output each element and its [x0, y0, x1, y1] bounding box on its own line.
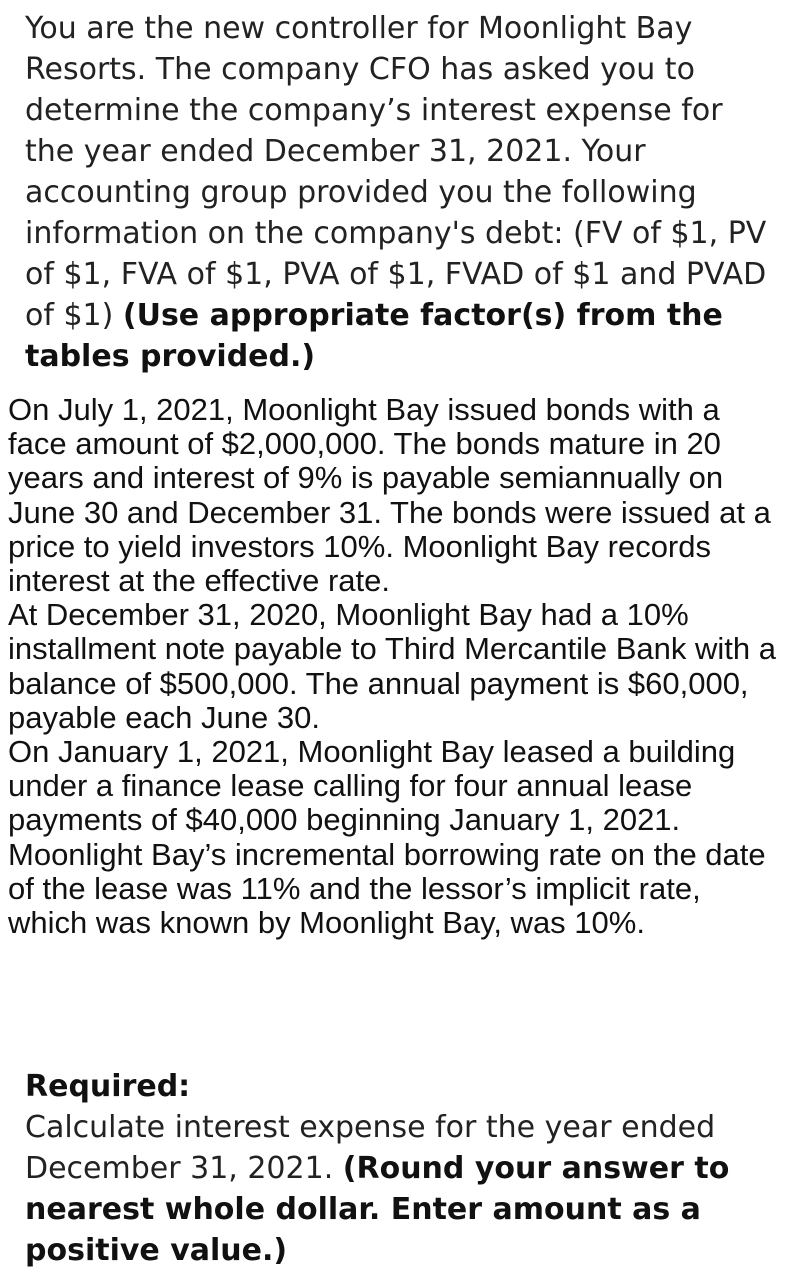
debt-scenario — [8, 393, 783, 940]
required-section — [25, 1066, 775, 1271]
question-intro — [25, 8, 775, 377]
required-text: Calculate interest expense for the year ended December 31, 2021. — [25, 1110, 716, 1186]
installment-note-paragraph: At December 31, 2020, Moonlight Bay had a 10% installment note payable to Third Mercantile Bank with a balance of $500,000. The annual payment is $60,000, payable each June 30. — [8, 597, 776, 735]
intro-text: You are the new controller for Moonlight Bay Resorts. The company CFO has asked you to determine the company’s interest expense for the year ended December 31, 2021. Your accounting group provided you the following information on the company's debt: (FV of $1, PV of $1, FVA of $1, PVA of $1, FVAD of $1 and PVAD of $1) — [25, 11, 767, 333]
required-instruction: (Round your answer to nearest whole dollar. Enter amount as a positive value.) — [25, 1151, 730, 1268]
required-heading: Required: — [25, 1069, 191, 1104]
lease-paragraph: On January 1, 2021, Moonlight Bay leased a building under a finance lease calling for four annual lease payments of $40,000 beginning January 1, 2021. Moonlight Bay’s incremental borrowing rate on the date of the lease was 11% and the lessor’s implicit rate, which was known by Moonlight Bay, was 10%. — [8, 734, 766, 941]
bonds-paragraph: On July 1, 2021, Moonlight Bay issued bonds with a face amount of $2,000,000. The bonds mature in 20 years and interest of 9% is payable semiannually on June 30 and December 31. The bonds were issued at a price to yield investors 10%. Moonlight Bay records interest at the effective rate. — [8, 392, 771, 599]
intro-instruction: (Use appropriate factor(s) from the tables provided.) — [25, 298, 723, 374]
